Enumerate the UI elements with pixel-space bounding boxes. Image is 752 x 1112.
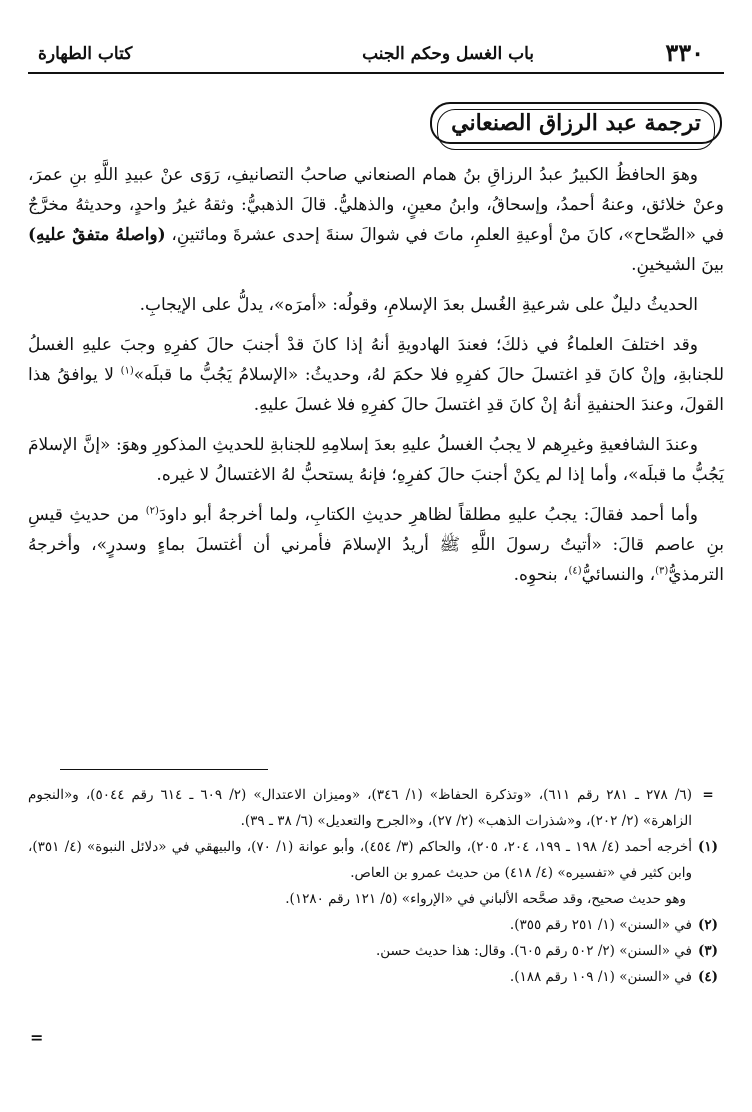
footnote xyxy=(28,782,724,834)
footnote-mark: (٣) xyxy=(697,943,719,959)
paragraph-text: بينَ الشيخينِ. xyxy=(631,255,724,275)
footnote xyxy=(28,938,724,964)
paragraph-ahmad xyxy=(28,500,724,590)
paragraph-shafii xyxy=(28,430,724,490)
footnote xyxy=(28,886,724,912)
margin-mark: = xyxy=(30,1028,44,1047)
paragraph-text: وأما أحمد فقالَ: يجبُ عليهِ مطلقاً لظاهرِ حديثِ الكتابِ، ولما أخرجهُ أبو داودَ xyxy=(158,505,698,525)
body-text xyxy=(28,160,724,600)
footnote-mark: = xyxy=(702,787,714,803)
footnote-ref[interactable]: (٤) xyxy=(568,565,582,577)
footnote-mark: (١) xyxy=(697,839,719,855)
footnotes xyxy=(28,782,724,990)
footnote-text: في «السنن» (١/ ٢٥١ رقم ٣٥٥). xyxy=(509,917,692,933)
book-title: كتاب الطهارة xyxy=(38,44,133,64)
header-rule xyxy=(28,72,724,74)
footnote-mark: (٤) xyxy=(697,969,719,985)
footnote-ref[interactable]: (٢) xyxy=(145,505,159,517)
section-title-box xyxy=(430,102,722,144)
footnote xyxy=(28,912,724,938)
paragraph-biography xyxy=(28,160,724,280)
paragraph-text: وهوَ الحافظُ الكبيرُ عبدُ الرزاقِ بنُ همام الصنعاني صاحبُ التصانيفِ، رَوَى عنْ عبيدِ اللَّهِ بنِ عمرَ، وعنْ خلائق، وعنهُ أحمدُ، وإسحاقُ، وابنُ معينٍ، والذهليُّ. قالَ الذهبيُّ: وثقهُ غيرُ واحدٍ، وحديثهُ مخرَّجٌ في «الصِّحاح»، كانَ منْ أوعيةِ العلمِ، ماتَ في شوالَ سنةَ إحدى عشرةَ ومائتينِ، xyxy=(28,165,725,245)
footnote-ref[interactable]: (١) xyxy=(120,365,134,377)
footnote-text: (٦/ ٢٧٨ ـ ٢٨١ رقم ٦١١)، «وتذكرة الحفاظ» (١/ ٣٤٦)، «وميزان الاعتدال» (٢/ ٦٠٩ ـ ٦١٤ رقم ٥٠٤٤)، و«النجوم الزاهرة» (٢/ ٢٠٢)، و«شذرات الذهب» (٢/ ٢٧)، و«الجرح والتعديل» (٦/ ٣٨ ـ ٣٩). xyxy=(28,787,692,829)
footnote xyxy=(28,834,724,886)
paragraph-text: من حديثِ قيسِ بنِ عاصم قالَ: «أتيتُ رسولَ اللَّهِ ﷺ أريدُ الإسلامَ فأمرني أن أغتسلَ بماءٍ وسدرٍ»، وأخرجهُ الترمذيُّ xyxy=(28,505,724,585)
footnote-text: وهو حديث صحيح، وقد صحَّحه الألباني في «الإرواء» (٥/ ١٢١ رقم ١٢٨٠). xyxy=(285,891,686,907)
footnote-text: أخرجه أحمد (٤/ ١٩٨ ـ ١٩٩، ٢٠٤، ٢٠٥)، والحاكم (٣/ ٤٥٤)، وأبو عوانة (١/ ٧٠)، والبيهقي في «دلائل النبوة» (٤/ ٣٥١)، وابن كثير في «تفسيره» (٤/ ٤١٨) من حديث عمرو بن العاص. xyxy=(28,839,693,881)
paragraph-disagreement xyxy=(28,330,724,420)
footnote-mark xyxy=(692,886,724,912)
chapter-title: باب الغسل وحكم الجنب xyxy=(362,44,534,64)
footnote-text: في «السنن» (١/ ١٠٩ رقم ١٨٨). xyxy=(509,969,692,985)
paragraph-text: وعندَ الشافعيةِ وغيرِهم لا يجبُ الغسلُ عليهِ بعدَ إسلامِهِ للجنابةِ للحديثِ المذكورِ وهوَ: «إنَّ الإسلامَ يَجُبُّ ما قبلَه»، وأما إذا لم يكنْ أجنبَ حالَ كفرِهِ؛ فإنهُ يستحبُّ لهُ الاغتسالُ لا غيره. xyxy=(28,435,724,485)
footnote-text: في «السنن» (٢/ ٥٠٢ رقم ٦٠٥). وقال: هذا حديث حسن. xyxy=(375,943,692,959)
paragraph-text: الحديثُ دليلٌ على شرعيةِ الغُسل بعدَ الإسلامِ، وقولُه: «أمرَه»، يدلُّ على الإيجابِ. xyxy=(139,295,698,315)
paragraph-text: لا يوافقُ هذا القولَ، وعندَ الحنفيةِ أنهُ إنْ كانَ قدِ اغتسلَ حالَ كفرِهِ فلا غسلَ عليهِ. xyxy=(28,365,724,415)
running-header xyxy=(28,38,724,70)
paragraph-text: ، بنحوِه. xyxy=(513,565,569,585)
section-title: ترجمة عبد الرزاق الصنعاني xyxy=(451,110,701,136)
footnote-ref[interactable]: (٣) xyxy=(655,565,669,577)
bold-phrase: (واصلهُ متفقٌ عليهِ) xyxy=(28,225,166,245)
paragraph-text: وقد اختلفَ العلماءُ في ذلكَ؛ فعندَ الهادويةِ أنهُ إذا كانَ قدْ أجنبَ حالَ كفرِهِ وجبَ عليهِ الغسلُ للجنابةِ، وإنْ كانَ قدِ اغتسلَ حالَ كفرِهِ فلا حكمَ لهُ، وحديثُ: «الإسلامُ يَجُبُّ ما قبلَه» xyxy=(28,335,725,385)
footnote-mark: (٢) xyxy=(697,917,719,933)
page-number: ٣٣٠ xyxy=(665,38,704,67)
footnote xyxy=(28,964,724,990)
paragraph-hadith-meaning xyxy=(28,290,724,320)
footnote-divider xyxy=(60,769,268,770)
paragraph-text: ، والنسائيُّ xyxy=(581,565,656,585)
